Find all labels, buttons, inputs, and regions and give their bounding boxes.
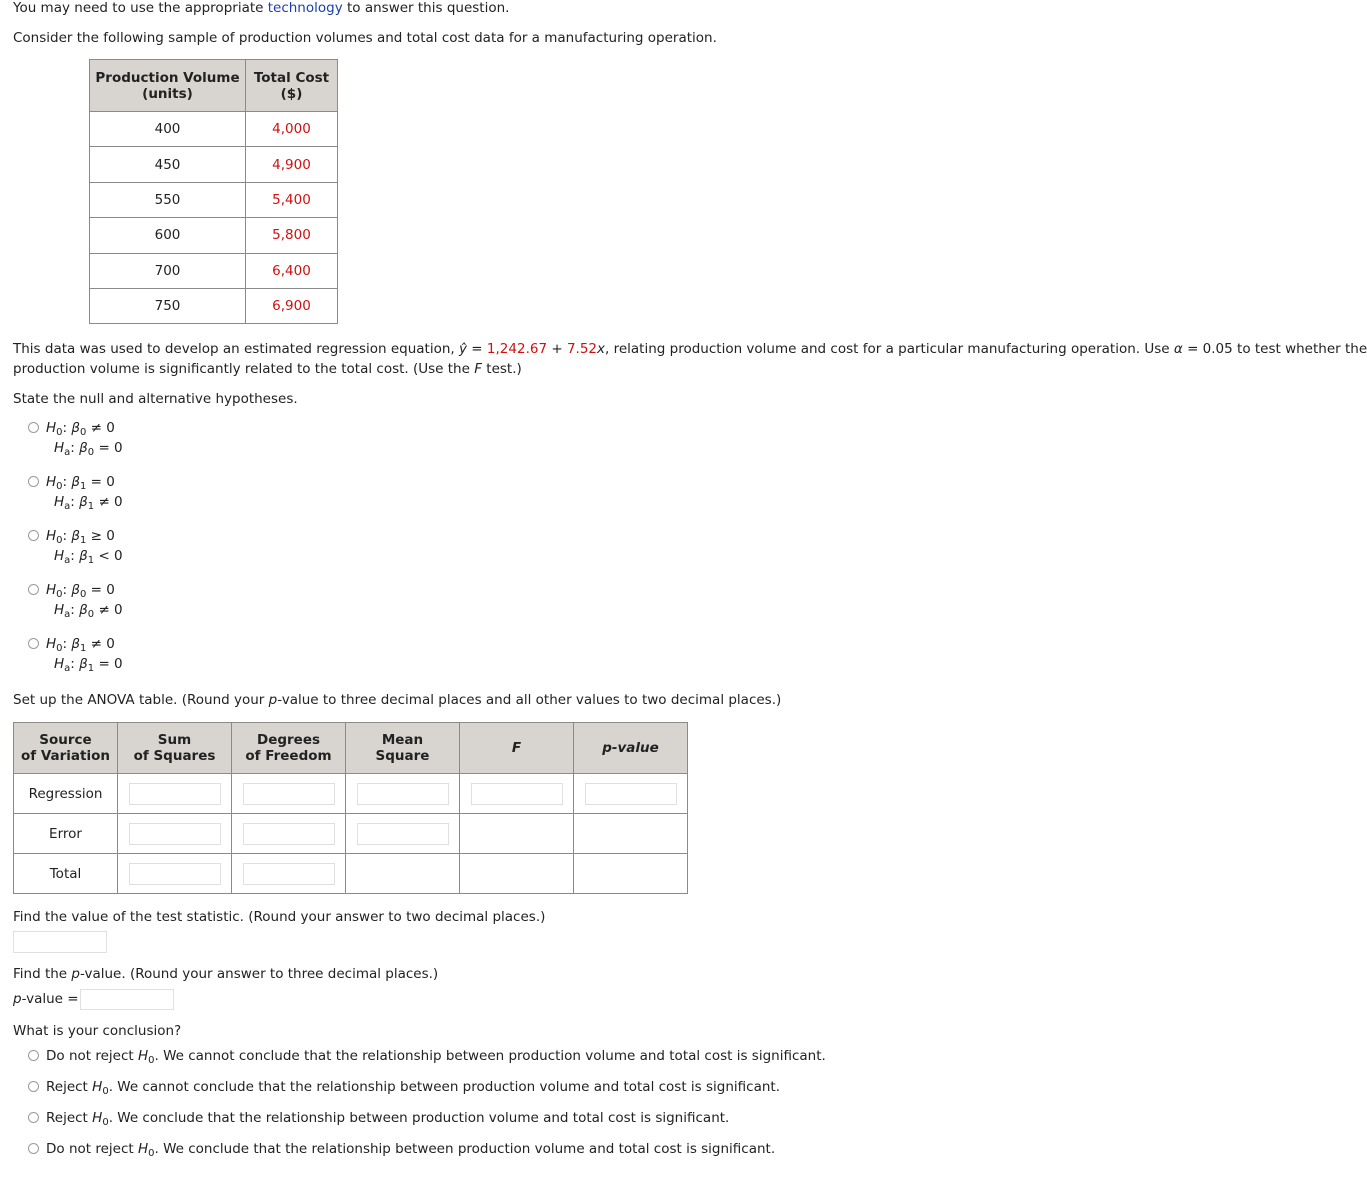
- header-source: Source of Variation: [14, 723, 118, 774]
- hypotheses-prompt: State the null and alternative hypotheses.: [13, 391, 298, 407]
- radio-button[interactable]: [28, 530, 39, 541]
- radio-button[interactable]: [28, 584, 39, 595]
- regression-text-line2: production volume is significantly related to the total cost. (Use the F test.): [13, 361, 522, 377]
- regression-p-input[interactable]: [585, 783, 677, 805]
- total-df-input[interactable]: [243, 863, 335, 885]
- empty-cell: [460, 854, 574, 894]
- regression-df-cell: [232, 774, 346, 814]
- technology-link[interactable]: technology: [267, 0, 343, 16]
- regression-ms-input[interactable]: [357, 783, 449, 805]
- volume-cell: 600: [90, 218, 246, 253]
- test-stat-input[interactable]: [13, 931, 107, 953]
- header-production-volume: Production Volume (units): [90, 60, 246, 112]
- regression-p-cell: [574, 774, 688, 814]
- conclusion-option[interactable]: Reject $H_0$. We conclude that the relationship between production volume and total cost is significant.: [28, 1108, 729, 1128]
- conclusion-option[interactable]: Do not reject $H_0$. We conclude that the relationship between production volume and total cost is significant.: [28, 1139, 775, 1159]
- total-df-cell: [232, 854, 346, 894]
- error-df-cell: [232, 814, 346, 854]
- header-f: F: [460, 723, 574, 774]
- cost-cell: 4,000: [246, 112, 338, 147]
- test-stat-prompt: Find the value of the test statistic. (Round your answer to two decimal places.): [13, 909, 546, 925]
- table-row: [90, 112, 338, 147]
- slope-value: 7.52: [566, 341, 598, 357]
- volume-cell: 550: [90, 182, 246, 217]
- consider-text: Consider the following sample of production volumes and total cost data for a manufacturing operation.: [13, 30, 717, 46]
- table-row: [90, 147, 338, 182]
- anova-row-error: [14, 814, 688, 854]
- table-row: [90, 253, 338, 288]
- anova-row-regression: [14, 774, 688, 814]
- radio-button[interactable]: [28, 476, 39, 487]
- volume-cell: 400: [90, 112, 246, 147]
- radio-button[interactable]: [28, 422, 39, 433]
- hypothesis-option[interactable]: $H_0$: $\beta_0 \ne 0$ $H_a$: $\beta_0 = 0$: [28, 418, 123, 458]
- error-df-input[interactable]: [243, 823, 335, 845]
- cost-cell: 6,900: [246, 288, 338, 323]
- regression-ms-cell: [346, 774, 460, 814]
- anova-table: [13, 722, 688, 894]
- empty-cell: [574, 854, 688, 894]
- conclusion-option[interactable]: Reject $H_0$. We cannot conclude that the relationship between production volume and total cost is significant.: [28, 1077, 780, 1097]
- total-ss-cell: [118, 854, 232, 894]
- source-label: Regression: [14, 774, 118, 814]
- table-row: [90, 288, 338, 323]
- header-sum-of-squares: Sum of Squares: [118, 723, 232, 774]
- intercept-value: 1,242.67: [486, 341, 548, 357]
- volume-cell: 750: [90, 288, 246, 323]
- empty-cell: [460, 814, 574, 854]
- header-p-value: p-value: [574, 723, 688, 774]
- error-ss-input[interactable]: [129, 823, 221, 845]
- volume-cell: 700: [90, 253, 246, 288]
- cost-cell: 6,400: [246, 253, 338, 288]
- cost-cell: 5,800: [246, 218, 338, 253]
- cost-cell: 4,900: [246, 147, 338, 182]
- regression-text-line1: This data was used to develop an estimated regression equation, ŷ = 1,242.67 + 7.52x, relating production volume and cost for a particular manufacturing operation. Use α = 0.05 to test whether the: [13, 341, 1367, 357]
- radio-button[interactable]: [28, 1143, 39, 1154]
- header-mean-square: Mean Square: [346, 723, 460, 774]
- total-ss-input[interactable]: [129, 863, 221, 885]
- hypothesis-option[interactable]: $H_0$: $\beta_0 = 0$ $H_a$: $\beta_0 \ne 0$: [28, 580, 123, 620]
- header-degrees-of-freedom: Degrees of Freedom: [232, 723, 346, 774]
- radio-button[interactable]: [28, 1050, 39, 1061]
- hypothesis-option[interactable]: $H_0$: $\beta_1 = 0$ $H_a$: $\beta_1 \ne 0$: [28, 472, 123, 512]
- pvalue-label: p-value =: [13, 991, 79, 1007]
- conclusion-option[interactable]: Do not reject $H_0$. We cannot conclude that the relationship between production volume and total cost is significant.: [28, 1046, 826, 1066]
- error-ms-cell: [346, 814, 460, 854]
- error-ms-input[interactable]: [357, 823, 449, 845]
- table-row: [90, 218, 338, 253]
- anova-row-total: [14, 854, 688, 894]
- data-table: [89, 59, 338, 324]
- pvalue-input[interactable]: [80, 989, 174, 1010]
- volume-cell: 450: [90, 147, 246, 182]
- empty-cell: [574, 814, 688, 854]
- conclusion-prompt: What is your conclusion?: [13, 1023, 182, 1039]
- cost-cell: 5,400: [246, 182, 338, 217]
- regression-ss-input[interactable]: [129, 783, 221, 805]
- hypothesis-option[interactable]: $H_0$: $\beta_1 \ge 0$ $H_a$: $\beta_1 < 0$: [28, 526, 123, 566]
- radio-button[interactable]: [28, 1081, 39, 1092]
- radio-button[interactable]: [28, 1112, 39, 1123]
- empty-cell: [346, 854, 460, 894]
- regression-f-input[interactable]: [471, 783, 563, 805]
- radio-button[interactable]: [28, 638, 39, 649]
- error-ss-cell: [118, 814, 232, 854]
- regression-ss-cell: [118, 774, 232, 814]
- table-row: [90, 182, 338, 217]
- anova-prompt: Set up the ANOVA table. (Round your p-value to three decimal places and all other values to two decimal places.): [13, 692, 782, 708]
- hypothesis-option[interactable]: $H_0$: $\beta_1 \ne 0$ $H_a$: $\beta_1 = 0$: [28, 634, 123, 674]
- source-label: Error: [14, 814, 118, 854]
- regression-f-cell: [460, 774, 574, 814]
- intro-text: You may need to use the appropriate technology to answer this question.: [13, 0, 510, 16]
- header-total-cost: Total Cost ($): [246, 60, 338, 112]
- pvalue-prompt: Find the p-value. (Round your answer to three decimal places.): [13, 966, 439, 982]
- source-label: Total: [14, 854, 118, 894]
- regression-df-input[interactable]: [243, 783, 335, 805]
